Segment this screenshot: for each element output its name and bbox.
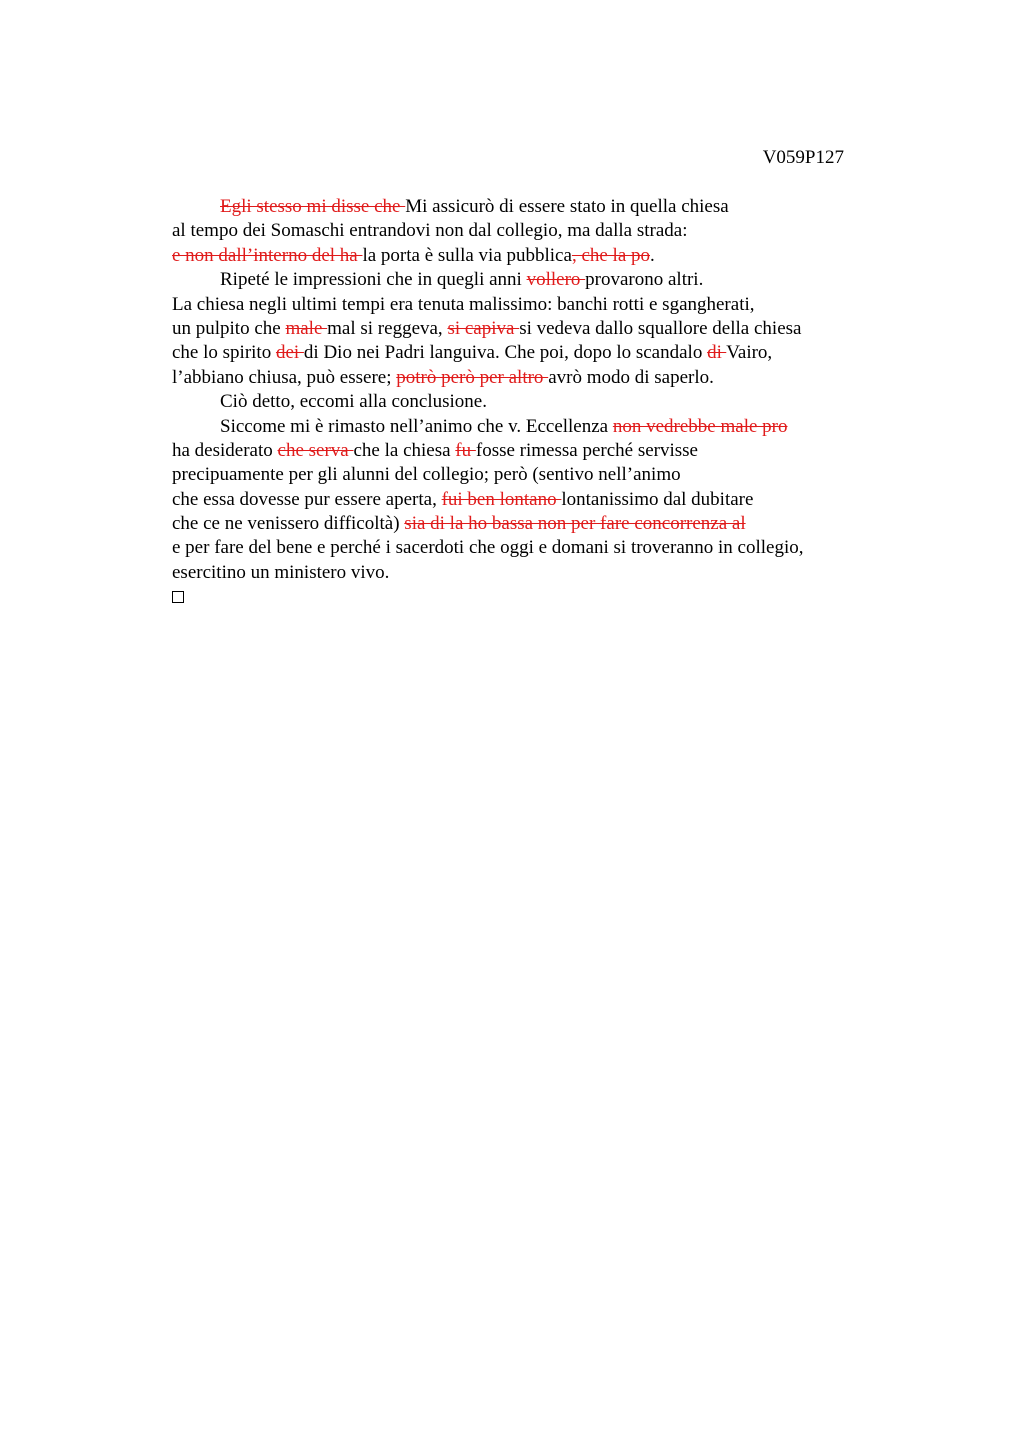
line-text: Mi assicurò di essere stato in quella chiesa (405, 196, 729, 217)
line-text: si vedeva dallo squallore della chiesa (519, 317, 802, 339)
line-text: che lo spirito (172, 342, 276, 364)
line-text: fosse rimessa perché servisse (475, 439, 698, 461)
text-line (172, 317, 872, 341)
line-text: che la chiesa (353, 439, 456, 461)
text-line (172, 390, 872, 414)
deleted-text: che serva (277, 439, 354, 461)
deleted-text: dei (275, 342, 304, 364)
text-line (172, 536, 872, 560)
line-text: Vairo, (726, 342, 773, 364)
line-text: mal si reggeva, (327, 317, 448, 339)
text-line (172, 244, 872, 268)
line-text: Ripeté le impressioni che in quegli anni (220, 269, 527, 291)
deleted-text: Egli stesso mi disse che (220, 196, 406, 217)
text-line (172, 195, 872, 219)
text-line (172, 219, 872, 243)
deleted-text: , che la po (571, 244, 651, 266)
line-text: Ciò detto, eccomi alla conclusione. (220, 391, 487, 413)
line-text: . (650, 244, 655, 266)
line-text: che ce ne venissero difficoltà) (172, 513, 405, 535)
deleted-text: si capiva (447, 317, 520, 339)
text-line (172, 268, 872, 292)
deleted-text: non vedrebbe male pro (612, 415, 788, 437)
line-text: al tempo dei Somaschi entrandovi non dal collegio, ma dalla strada: (172, 220, 688, 242)
end-of-document-box-icon (172, 591, 184, 603)
line-text: avrò modo di saperlo. (548, 366, 714, 388)
end-marker-line (172, 585, 872, 609)
line-text: provarono altri. (585, 269, 704, 291)
deleted-text: sia di la ho bassa non per fare concorrenza al (404, 513, 746, 535)
line-text: e per fare del bene e perché i sacerdoti che oggi e domani si troveranno in collegio, (172, 537, 804, 559)
text-line (172, 488, 872, 512)
line-text: lontanissimo dal dubitare (561, 488, 754, 510)
text-line (172, 463, 872, 487)
text-line (172, 366, 872, 390)
text-line (172, 341, 872, 365)
page-identifier: V059P127 (762, 147, 844, 168)
deleted-text: fu (455, 439, 476, 461)
line-text: un pulpito che (172, 317, 286, 339)
deleted-text: di (707, 342, 727, 364)
text-line (172, 561, 872, 585)
deleted-text: potrò però per altro (396, 366, 549, 388)
line-text: precipuamente per gli alunni del collegio; però (sentivo nell’animo (172, 464, 681, 486)
deleted-text: fui ben lontano (441, 488, 562, 510)
document-body (172, 195, 872, 610)
line-text: ha desiderato (172, 439, 278, 461)
line-text: che essa dovesse pur essere aperta, (172, 488, 442, 510)
text-line (172, 439, 872, 463)
deleted-text: e non dall’interno del ha (172, 244, 363, 266)
text-line (172, 293, 872, 317)
text-line (172, 512, 872, 536)
deleted-text: male (285, 317, 328, 339)
line-text: esercitino un ministero vivo. (172, 561, 390, 583)
line-text: l’abbiano chiusa, può essere; (172, 366, 397, 388)
text-line (172, 415, 872, 439)
line-text: di Dio nei Padri languiva. Che poi, dopo lo scandalo (303, 342, 708, 364)
line-text: la porta è sulla via pubblica (362, 244, 572, 266)
deleted-text: vollero (526, 269, 586, 291)
line-text: Siccome mi è rimasto nell’animo che v. Eccellenza (220, 415, 613, 437)
line-text: La chiesa negli ultimi tempi era tenuta malissimo: banchi rotti e sgangherati, (172, 293, 755, 315)
